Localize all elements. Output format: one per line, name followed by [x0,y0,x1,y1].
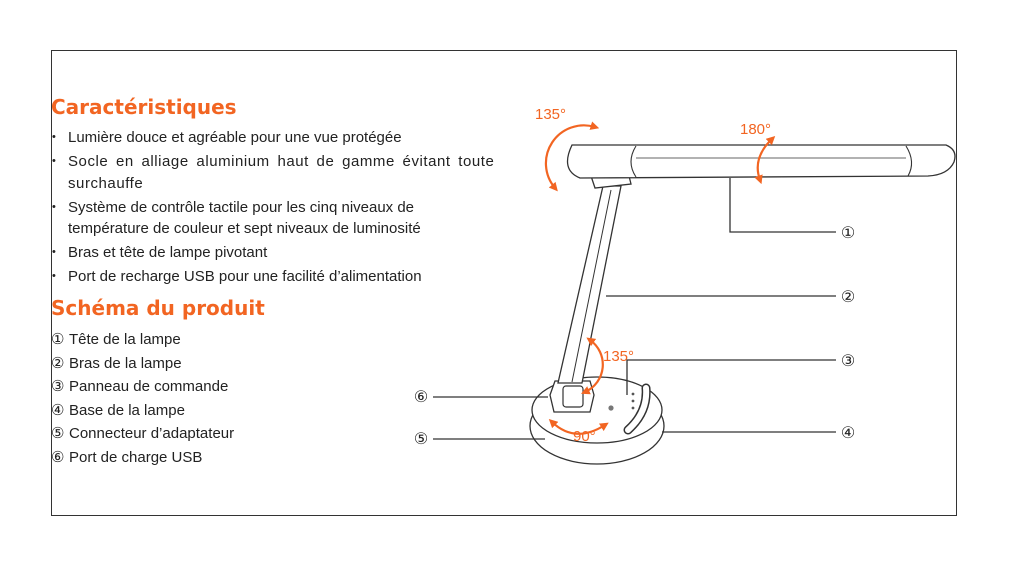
part-number: ⑤ [51,425,65,442]
part-number: ⑥ [51,448,65,466]
angle-head-tilt: 135° [535,106,567,123]
part-label: Bras de la lampe [69,354,182,372]
feature-item: • Lumière douce et agréable pour une vue protégée [51,127,496,149]
part-number: ① [51,331,65,348]
feature-item: • Système de contrôle tactile pour les cinq niveaux de température de couleur et sept niveaux de luminosité [51,197,496,240]
part-label: Panneau de commande [69,378,229,395]
callout-4: ④ [840,425,856,442]
feature-item: • Bras et tête de lampe pivotant [51,242,496,264]
callout-6: ⑥ [413,389,429,406]
features-title: Caractéristiques [51,95,237,119]
part-number: ② [51,354,65,372]
angle-base: 90° [573,428,596,445]
feature-item: • Port de recharge USB pour une facilité d’alimentation [51,266,496,288]
part-label: Connecteur d’adaptateur [69,425,235,442]
part-label: Base de la lampe [69,401,185,419]
angle-head-rotate: 180° [740,121,772,138]
part-number: ③ [51,378,65,395]
callout-5: ⑤ [413,431,429,448]
part-label: Port de charge USB [69,448,203,466]
lamp-head-illustration [568,145,956,178]
lamp-base-illustration [530,377,664,464]
angle-arm: 135° [603,348,635,365]
part-label: Tête de la lampe [69,331,181,348]
part-number: ④ [51,401,65,419]
feature-item: • Socle en alliage aluminium haut de gamme évitant toute surchauffe [51,151,496,194]
callout-2: ② [840,289,856,306]
callout-1: ① [840,225,856,242]
schema-title: Schéma du produit [51,296,265,320]
callout-3: ③ [840,353,856,370]
